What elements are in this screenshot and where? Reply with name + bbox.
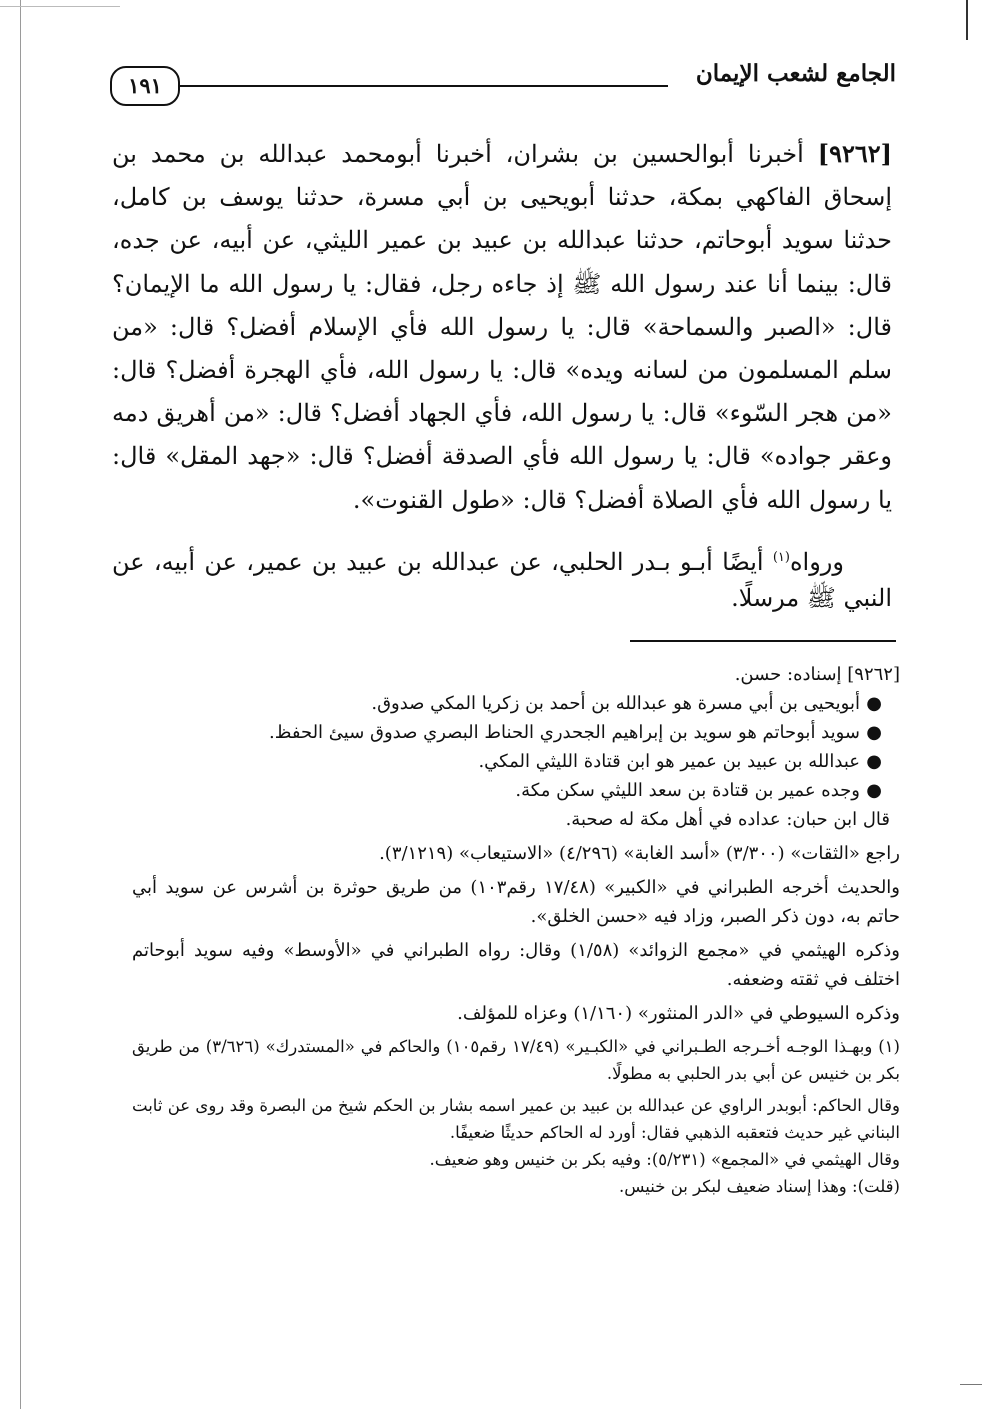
isnad-heading: [٩٢٦٢] إسناده: حسن. [734,664,900,685]
header-rule [178,85,668,87]
footnote-separator [630,640,896,642]
narrator-text: عبدالله بن عبيد بن عمير هو ابن قتادة الليثي المكي. [478,751,860,772]
narrator-text: وجده عمير بن قتادة بن سعد الليثي سكن مكة. [515,780,860,801]
hakim-note: وقال الحاكم: أبوبدر الراوي عن عبدالله بن عبيد بن عمير اسمه بشار بن الحكم شيخ من البصرة وقد روى عن ثابت البناني غير حديث فتعقبه الذهبي فقال: أورد له الحاكم حديثًا ضعيفًا. [132,1096,900,1142]
footnote-ref[interactable]: (١) [772,549,790,565]
scan-edge-line [20,0,21,1409]
bullet-icon: ● [866,722,882,743]
narrator-text: أبويحيى بن أبي مسرة هو عبدالله بن أحمد بن زكريا المكي صدوق. [371,693,860,714]
narrator-item [132,689,882,718]
ibn-hibban-note: قال ابن حبان: عداده في أهل مكة له صحبة. [565,809,890,830]
riwaya-before: ورواه [789,547,844,576]
page-number: ١٩١ [110,66,180,106]
hadith-number: [٩٢٦٢] [817,139,892,168]
suyuti-note: وذكره السيوطي في «الدر المنثور» (١/١٦٠) وعزاه للمؤلف. [457,1003,900,1024]
bullet-icon: ● [866,693,882,714]
haythami-majma-note: وقال الهيثمي في «المجمع» (٥/٢٣١): وفيه بكر بن خنيس وهو ضعيف. [429,1150,900,1169]
narrator-text: سويد أبوحاتم هو سويد بن إبراهيم الجحدري الحناط البصري صدوق سيئ الحفظ. [269,722,860,743]
hadith-paragraph [112,132,892,522]
running-title: الجامع لشعب الإيمان [695,60,896,87]
running-header [110,56,896,116]
footnote-1: (١) وبهـذا الوجـه أخـرجه الطـبراني في «الكبـير» (١٧/٤٩ رقم١٠٥) والحاكم في «المستدرك» (٣/٦٢٦) من طريق بكر بن خنيس عن أبي بدر الحلبي به مطولًا. [132,1037,900,1083]
scan-mark-bottom-right [960,1384,982,1385]
tabarani-note: والحديث أخرجه الطبراني في «الكبير» (١٧/٤٨ رقم١٠٣) من طريق حوثرة بن أشرس عن سويد أبي حاتم به، دون ذكر الصبر، وزاد فيه «حسن الخلق». [132,877,900,927]
narrator-item [132,747,882,776]
footnotes [132,660,900,1200]
bullet-icon: ● [866,780,882,801]
bullet-icon: ● [866,751,882,772]
haythami-note: وذكره الهيثمي في «مجمع الزوائد» (١/٥٨) وقال: رواه الطبراني في «الأوسط» وفيه سويد أبوحاتم اختلف في ثقته وضعفه. [132,940,900,990]
qultu-note: (قلت): وهذا إسناد ضعيف لبكر بن خنيس. [619,1177,900,1196]
riwaya-paragraph [112,540,892,616]
narrator-item [132,718,882,747]
riwaya-after: أيضًا أبـو بـدر الحلبي، عن عبدالله بن عبيد بن عمير، عن أبيه، عن النبي ﷺ مرسلًا. [112,547,892,612]
hadith-text: أخبرنا أبوالحسين بن بشران، أخبرنا أبومحمد عبدالله بن محمد بن إسحاق الفاكهي بمكة، حدثنا أبويحيى بن أبي مسرة، حدثنا يوسف بن كامل، حدثنا سويد أبوحاتم، حدثنا عبدالله بن عبيد بن عمير الليثي، عن أبيه، عن جده، قال: بينما أنا عند رسول الله ﷺ إذ جاءه رجل، فقال: يا رسول الله ما الإيمان؟ قال: «الصبر والسماحة» قال: يا رسول الله فأي الإسلام أفضل؟ قال: «من سلم المسلمون من لسانه ويده» قال: يا رسول الله، فأي الهجرة أفضل؟ قال: «من هجر السّوء» قال: يا رسول الله، فأي الجهاد أفضل؟ قال: «من أهريق دمه وعقر جواده» قال: يا رسول الله فأي الصدقة أفضل؟ قال: «جهد المقل» قال: يا رسول الله فأي الصلاة أفضل؟ قال: «طول القنوت». [112,140,893,514]
scan-mark-top-left [0,6,120,7]
narrator-list [132,689,900,805]
references-note: راجع «الثقات» (٣/٣٠٠) «أسد الغابة» (٤/٢٩٦) «الاستيعاب» (٣/١٢١٩). [379,843,900,864]
narrator-item [132,776,882,805]
main-text [112,132,892,616]
scan-mark-top-right [966,0,968,40]
